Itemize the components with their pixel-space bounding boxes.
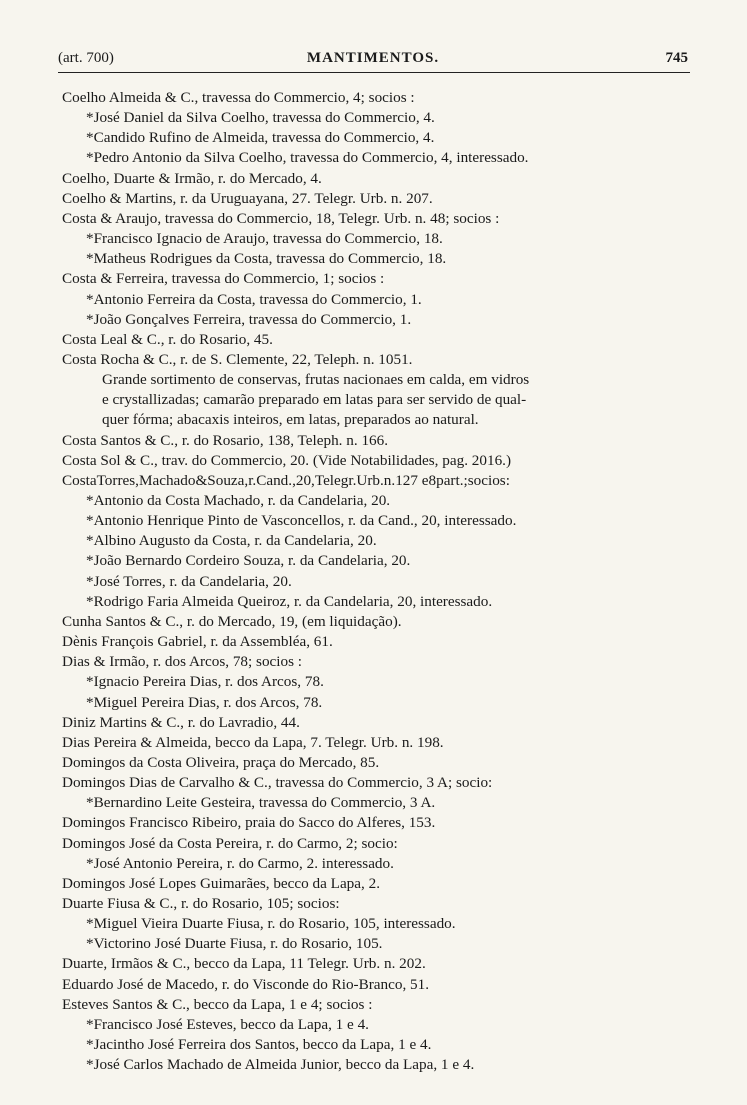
section-title: MANTIMENTOS. — [306, 50, 440, 66]
entry-line: Coelho Almeida & C., travessa do Commercio, 4; socios : — [62, 89, 415, 106]
partner-line: *Antonio Ferreira da Costa, travessa do Commercio, 1. — [86, 290, 422, 308]
partner-line: *Bernardino Leite Gesteira, travessa do Commercio, 3 A. — [86, 794, 436, 812]
partner-line: *Jacintho José Ferreira dos Santos, becco da Lapa, 1 e 4. — [86, 1036, 432, 1054]
entry-line: Costa & Ferreira, travessa do Commercio, 1; socios : — [62, 270, 385, 288]
entry-line: Costa Leal & C., r. do Rosario, 45. — [62, 330, 273, 348]
entry-line: Diniz Martins & C., r. do Lavradio, 44. — [62, 713, 300, 731]
entry-line: Domingos Francisco Ribeiro, praia do Sacco do Alferes, 153. — [62, 814, 436, 832]
entry-line: Esteves Santos & C., becco da Lapa, 1 e 4; socios : — [62, 995, 373, 1013]
partner-line: *Candido Rufino de Almeida, travessa do Commercio, 4. — [86, 129, 435, 147]
partner-line: *Albino Augusto da Costa, r. da Candelaria, 20. — [86, 532, 377, 550]
entry-line: Duarte Fiusa & C., r. do Rosario, 105; socios: — [62, 895, 340, 912]
partner-line: *Pedro Antonio da Silva Coelho, travessa do Commercio, 4, interessado. — [86, 149, 529, 167]
entry-line: Costa Sol & C., trav. do Commercio, 20. (Vide Notabilidades, pag. 2016.) — [62, 451, 512, 469]
entry-description-line: quer fórma; abacaxis inteiros, em latas, preparados ao natural. — [102, 411, 479, 429]
page-number: 745 — [665, 50, 688, 66]
article-reference: (art. 700) — [58, 50, 114, 66]
partner-line: *Rodrigo Faria Almeida Queiroz, r. da Candelaria, 20, interessado. — [86, 592, 493, 610]
partner-line: *José Torres, r. da Candelaria, 20. — [86, 572, 292, 590]
entry-line: Eduardo José de Macedo, r. do Visconde do Rio-Branco, 51. — [62, 975, 430, 993]
entry-description-line: Grande sortimento de conservas, frutas nacionaes em calda, em vidros — [102, 371, 530, 389]
entry-line: Coelho, Duarte & Irmão, r. do Mercado, 4. — [62, 169, 322, 187]
partner-line: *João Gonçalves Ferreira, travessa do Commercio, 1. — [86, 310, 412, 328]
partner-line: *Ignacio Pereira Dias, r. dos Arcos, 78. — [86, 673, 324, 691]
entry-line: Domingos José da Costa Pereira, r. do Carmo, 2; socio: — [62, 834, 398, 852]
partner-line: *Miguel Vieira Duarte Fiusa, r. do Rosario, 105, interessado. — [86, 915, 456, 933]
entry-line: Coelho & Martins, r. da Uruguayana, 27. Telegr. Urb. n. 207. — [62, 189, 433, 207]
entry-line: Costa Rocha & C., r. de S. Clemente, 22, Teleph. n. 1051. — [62, 350, 413, 368]
page-header — [58, 50, 688, 72]
partner-line: *Francisco José Esteves, becco da Lapa, 1 e 4. — [86, 1015, 369, 1033]
entry-line: Cunha Santos & C., r. do Mercado, 19, (em liquidação). — [62, 612, 402, 630]
entry-line: Costa Santos & C., r. do Rosario, 138, Teleph. n. 166. — [62, 431, 389, 449]
partner-line: *Antonio da Costa Machado, r. da Candelaria, 20. — [86, 492, 391, 509]
partner-line: *José Daniel da Silva Coelho, travessa do Commercio, 4. — [86, 109, 435, 127]
entry-line: Duarte, Irmãos & C., becco da Lapa, 11 Telegr. Urb. n. 202. — [62, 955, 426, 973]
entry-description-line: e crystallizadas; camarão preparado em latas para ser servido de qual- — [102, 391, 527, 409]
partner-line: *Miguel Pereira Dias, r. dos Arcos, 78. — [86, 693, 323, 711]
partner-line: *José Antonio Pereira, r. do Carmo, 2. interessado. — [86, 854, 394, 872]
entry-line: Costa & Araujo, travessa do Commercio, 18, Telegr. Urb. n. 48; socios : — [62, 209, 500, 227]
entry-line: Domingos José Lopes Guimarães, becco da Lapa, 2. — [62, 874, 381, 892]
entry-line: CostaTorres,Machado&Souza,r.Cand.,20,Telegr.Urb.n.127 e8part.;socios: — [62, 471, 510, 489]
partner-line: *João Bernardo Cordeiro Souza, r. da Candelaria, 20. — [86, 552, 411, 570]
entry-line: Dias Pereira & Almeida, becco da Lapa, 7. Telegr. Urb. n. 198. — [62, 733, 444, 751]
entry-line: Dènis François Gabriel, r. da Assembléa, 61. — [62, 633, 333, 651]
header-rule — [58, 72, 690, 73]
entry-line: Domingos da Costa Oliveira, praça do Mercado, 85. — [62, 753, 380, 771]
entry-line: Domingos Dias de Carvalho & C., travessa do Commercio, 3 A; socio: — [62, 774, 493, 792]
partner-line: *José Carlos Machado de Almeida Junior, becco da Lapa, 1 e 4. — [86, 1056, 475, 1074]
partner-line: *Matheus Rodrigues da Costa, travessa do Commercio, 18. — [86, 250, 447, 268]
partner-line: *Antonio Henrique Pinto de Vasconcellos, r. da Cand., 20, interessado. — [86, 512, 517, 530]
entry-line: Dias & Irmão, r. dos Arcos, 78; socios : — [62, 653, 303, 671]
partner-line: *Francisco Ignacio de Araujo, travessa do Commercio, 18. — [86, 230, 443, 248]
partner-line: *Victorino José Duarte Fiusa, r. do Rosario, 105. — [86, 935, 383, 953]
